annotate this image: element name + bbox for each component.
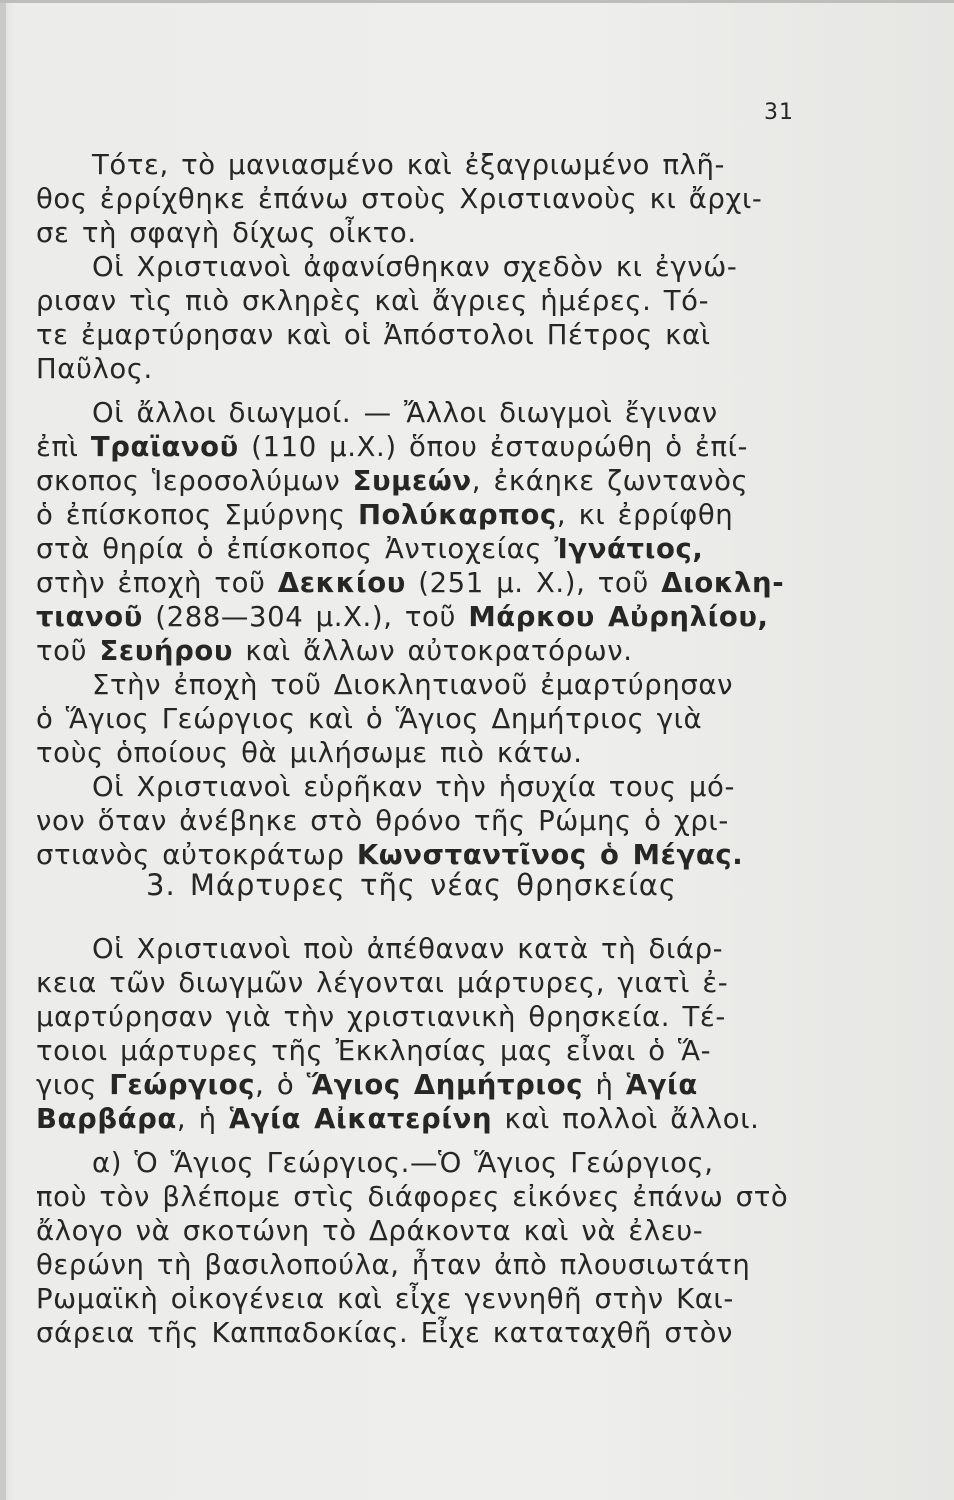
- text-line: σάρεια τῆς Καππαδοκίας. Εἶχε καταταχθῆ στὸν: [36, 1317, 733, 1349]
- page-edge-top: [0, 0, 954, 3]
- text-line: [36, 838, 743, 872]
- text-line: [36, 1102, 759, 1136]
- text-line: Οἱ ἄλλοι διωγμοί. — Ἄλλοι διωγμοὶ ἔγιναν: [92, 397, 718, 429]
- name-severos: Σευήρου: [99, 635, 234, 667]
- name-georgios: Γεώργιος: [109, 1069, 256, 1101]
- text-line: μαρτύρησαν γιὰ τὴν χριστιανικὴ θρησκεία. Τέ-: [36, 1001, 726, 1033]
- text-line: ποὺ τὸν βλέπομε στὶς διάφορες εἰκόνες ἐπάνω στὸ: [36, 1181, 789, 1213]
- text-line: Παῦλος.: [36, 353, 153, 385]
- text-span: , ὁ: [255, 1069, 307, 1101]
- text-line: [36, 498, 733, 532]
- name-varvara: Βαρβάρα: [36, 1103, 177, 1135]
- text-line: τε ἐμαρτύρησαν καὶ οἱ Ἀπόστολοι Πέτρος καὶ: [36, 319, 711, 351]
- name-agia: Ἁγία: [625, 1069, 698, 1101]
- text-line: [36, 600, 769, 634]
- text-line: Στὴν ἐποχὴ τοῦ Διοκλητιανοῦ ἐμαρτύρησαν: [92, 669, 734, 701]
- text-line: ὁ Ἅγιος Γεώργιος καὶ ὁ Ἅγιος Δημήτριος γιὰ: [36, 703, 703, 735]
- text-line: ρισαν τὶς πιὸ σκληρὲς καὶ ἄγριες ἡμέρες. Τό-: [36, 285, 710, 317]
- text-span: ὁ ἐπίσκοπος Σμύρνης: [36, 499, 358, 531]
- page-edge-left: [0, 0, 6, 1500]
- name-symeon: Συμεών: [352, 465, 472, 497]
- text-line: Οἱ Χριστιανοὶ ποὺ ἀπέθαναν κατὰ τὴ διάρ-: [92, 933, 724, 965]
- text-line: Οἱ Χριστιανοὶ ἀφανίσθηκαν σχεδὸν κι ἐγνώ-: [92, 251, 738, 283]
- text-line: θερώνη τὴ βασιλοπούλα, ἦταν ἀπὸ πλουσιωτάτη: [36, 1249, 751, 1281]
- name-demetrios: Ἅγιος Δημήτριος: [306, 1069, 584, 1101]
- text-line: [36, 634, 633, 668]
- name-traianos: Τραϊανοῦ: [90, 431, 239, 463]
- text-line: τοὺς ὁποίους θὰ μιλήσωμε πιὸ κάτω.: [36, 737, 583, 769]
- text-line: [36, 464, 748, 498]
- text-span: καὶ ἄλλων αὐτοκρατόρων.: [233, 635, 633, 667]
- name-konstantinos: Κωνσταντῖνος ὁ Μέγας.: [356, 839, 744, 871]
- text-span: (251 μ. Χ.), τοῦ: [405, 567, 662, 599]
- name-ignatios: Ἰγνάτιος,: [554, 533, 704, 565]
- text-span: σκοπος Ἱεροσολύμων: [36, 465, 353, 497]
- text-line: [36, 566, 784, 600]
- text-line: κεια τῶν διωγμῶν λέγονται μάρτυρες, γιατὶ ἐ-: [36, 967, 729, 999]
- text-span: στιανὸς αὐτοκράτωρ: [36, 839, 357, 871]
- text-line: [36, 430, 748, 464]
- text-span: γιος: [36, 1069, 110, 1101]
- text-span: ἡ: [583, 1069, 626, 1101]
- text-line: Τότε, τὸ μανιασμένο καὶ ἐξαγριωμένο πλῆ-: [92, 149, 726, 181]
- text-span: στὰ θηρία ὁ ἐπίσκοπος Ἀντιοχείας: [36, 533, 555, 565]
- text-span: ἐπὶ: [36, 431, 91, 463]
- text-line: Ρωμαϊκὴ οἰκογένεια καὶ εἶχε γεννηθῆ στὴν Και-: [36, 1283, 734, 1315]
- text-line: ἄλογο νὰ σκοτώνη τὸ Δράκοντα καὶ νὰ ἐλευ-: [36, 1215, 704, 1247]
- section-heading: 3. Μάρτυρες τῆς νέας θρησκείας: [146, 868, 677, 902]
- text-span: (288—304 μ.Χ.), τοῦ: [142, 601, 469, 633]
- text-span: , ἐκάηκε ζωντανὸς: [471, 465, 749, 497]
- text-span: , ἡ: [176, 1103, 229, 1135]
- name-polykarpos: Πολύκαρπος: [357, 499, 557, 531]
- text-line: σε τὴ σφαγὴ δίχως οἶκτο.: [36, 217, 417, 249]
- text-span: (110 μ.Χ.) ὅπου ἐσταυρώθη ὁ ἐπί-: [238, 431, 749, 463]
- text-line: τοιοι μάρτυρες τῆς Ἐκκλησίας μας εἶναι ὁ Ἅ-: [36, 1035, 712, 1067]
- text-line: α) Ὁ Ἅγιος Γεώργιος.—Ὁ Ἅγιος Γεώργιος,: [92, 1147, 714, 1179]
- text-line: [36, 532, 703, 566]
- name-diokletianos-cont: τιανοῦ: [36, 601, 143, 633]
- name-markos-avrilios: Μάρκου Αὐρηλίου,: [468, 601, 769, 633]
- page-number: 31: [764, 100, 794, 125]
- name-diokletianos: Διοκλη-: [661, 567, 785, 599]
- text-line: νον ὅταν ἀνέβηκε στὸ θρόνο τῆς Ρώμης ὁ χρι-: [36, 805, 729, 837]
- name-aikaterini: Ἁγία Αἰκατερίνη: [228, 1103, 493, 1135]
- name-dekkios: Δεκκίου: [277, 567, 406, 599]
- text-line: Οἱ Χριστιανοὶ εὑρῆκαν τὴν ἡσυχία τους μό-: [92, 771, 735, 803]
- text-span: τοῦ: [36, 635, 100, 667]
- text-span: καὶ πολλοὶ ἄλλοι.: [492, 1103, 760, 1135]
- text-line: θος ἐρρίχθηκε ἐπάνω στοὺς Χριστιανοὺς κι ἄρχι-: [36, 183, 763, 215]
- text-span: , κι ἐρρίφθη: [556, 499, 734, 531]
- text-span: στὴν ἐποχὴ τοῦ: [36, 567, 278, 599]
- text-line: [36, 1068, 698, 1102]
